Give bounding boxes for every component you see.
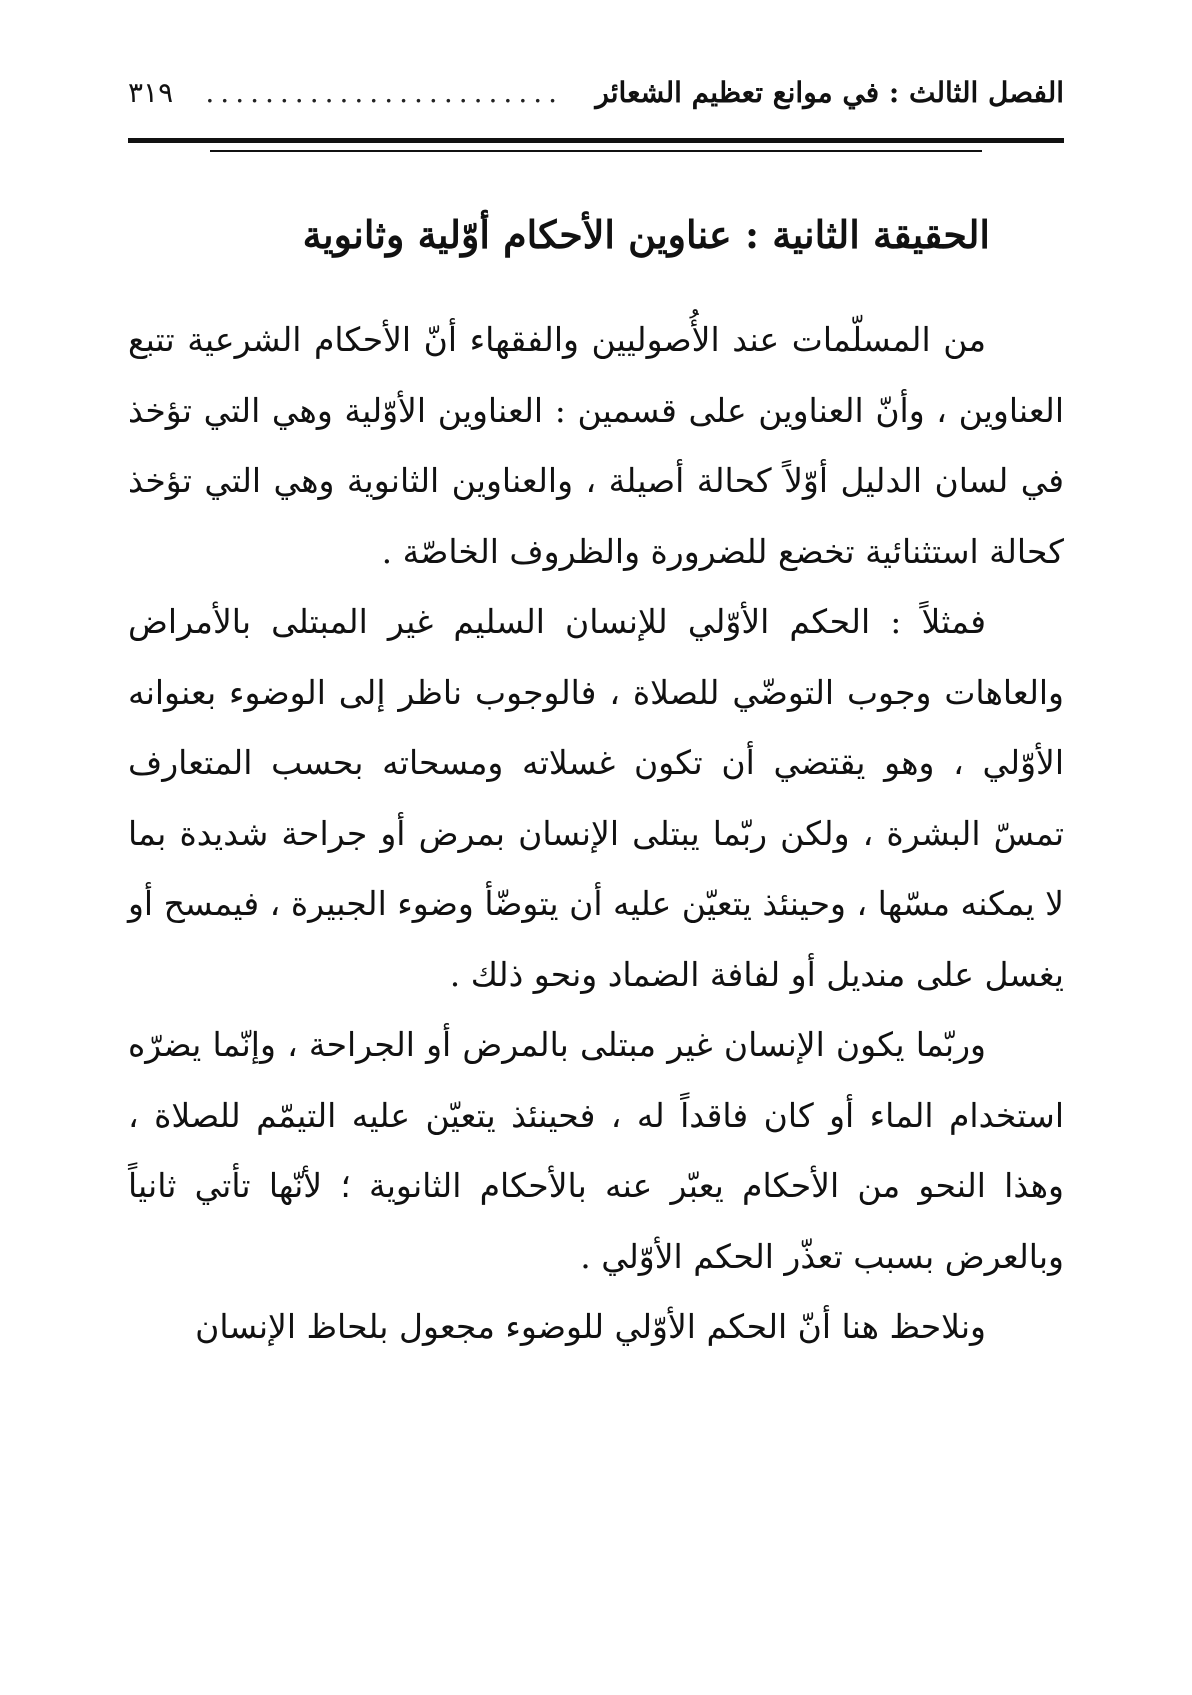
- page-number: ٣١٩: [128, 75, 174, 109]
- paragraph-1: من المسلّمات عند الأُصوليين والفقهاء أنّ الأحكام الشرعية تتبع العناوين ، وأنّ العناوين على قسمين : العناوين الأوّلية وهي التي تؤخذ في لسان الدليل أوّلاً كحالة أصيلة ، والعناوين الثانوية وهي التي تؤخذ كحالة استثنائية تخضع للضرورة والظروف الخاصّة .: [128, 320, 1064, 571]
- paragraph-2: فمثلاً : الحكم الأوّلي للإنسان السليم غير المبتلى بالأمراض والعاهات وجوب التوضّي للصلاة ، فالوجوب ناظر إلى الوضوء بعنوانه الأوّلي ، وهو يقتضي أن تكون غسلاته ومسحاته بحسب المتعارف تمسّ البشرة ، ولكن ربّما يبتلى الإنسان بمرض أو جراحة شديدة بما لا يمكنه مسّها ، وحينئذ يتعيّن عليه أن يتوضّأ وضوء الجبيرة ، فيمسح أو يغسل على منديل أو لفافة الضماد ونحو ذلك .: [128, 602, 1064, 994]
- body-text: [128, 305, 1064, 1363]
- leader-dots: ........................: [205, 75, 564, 109]
- chapter-title: الفصل الثالث : في موانع تعظيم الشعائر: [595, 75, 1064, 109]
- header-rule-thick: [128, 138, 1064, 143]
- running-header: [128, 68, 1064, 116]
- paragraph-4: ونلاحظ هنا أنّ الحكم الأوّلي للوضوء مجعول بلحاظ الإنسان: [195, 1307, 986, 1346]
- paragraph-3: وربّما يكون الإنسان غير مبتلى بالمرض أو الجراحة ، وإنّما يضرّه استخدام الماء أو كان فاقداً له ، فحينئذ يتعيّن عليه التيمّم للصلاة ، وهذا النحو من الأحكام يعبّر عنه بالأحكام الثانوية ؛ لأنّها تأتي ثانياً وبالعرض بسبب تعذّر الحكم الأوّلي .: [128, 1025, 1064, 1276]
- header-rule-thin: [210, 150, 982, 152]
- section-title: الحقيقة الثانية : عناوين الأحكام أوّلية وثانوية: [302, 212, 990, 257]
